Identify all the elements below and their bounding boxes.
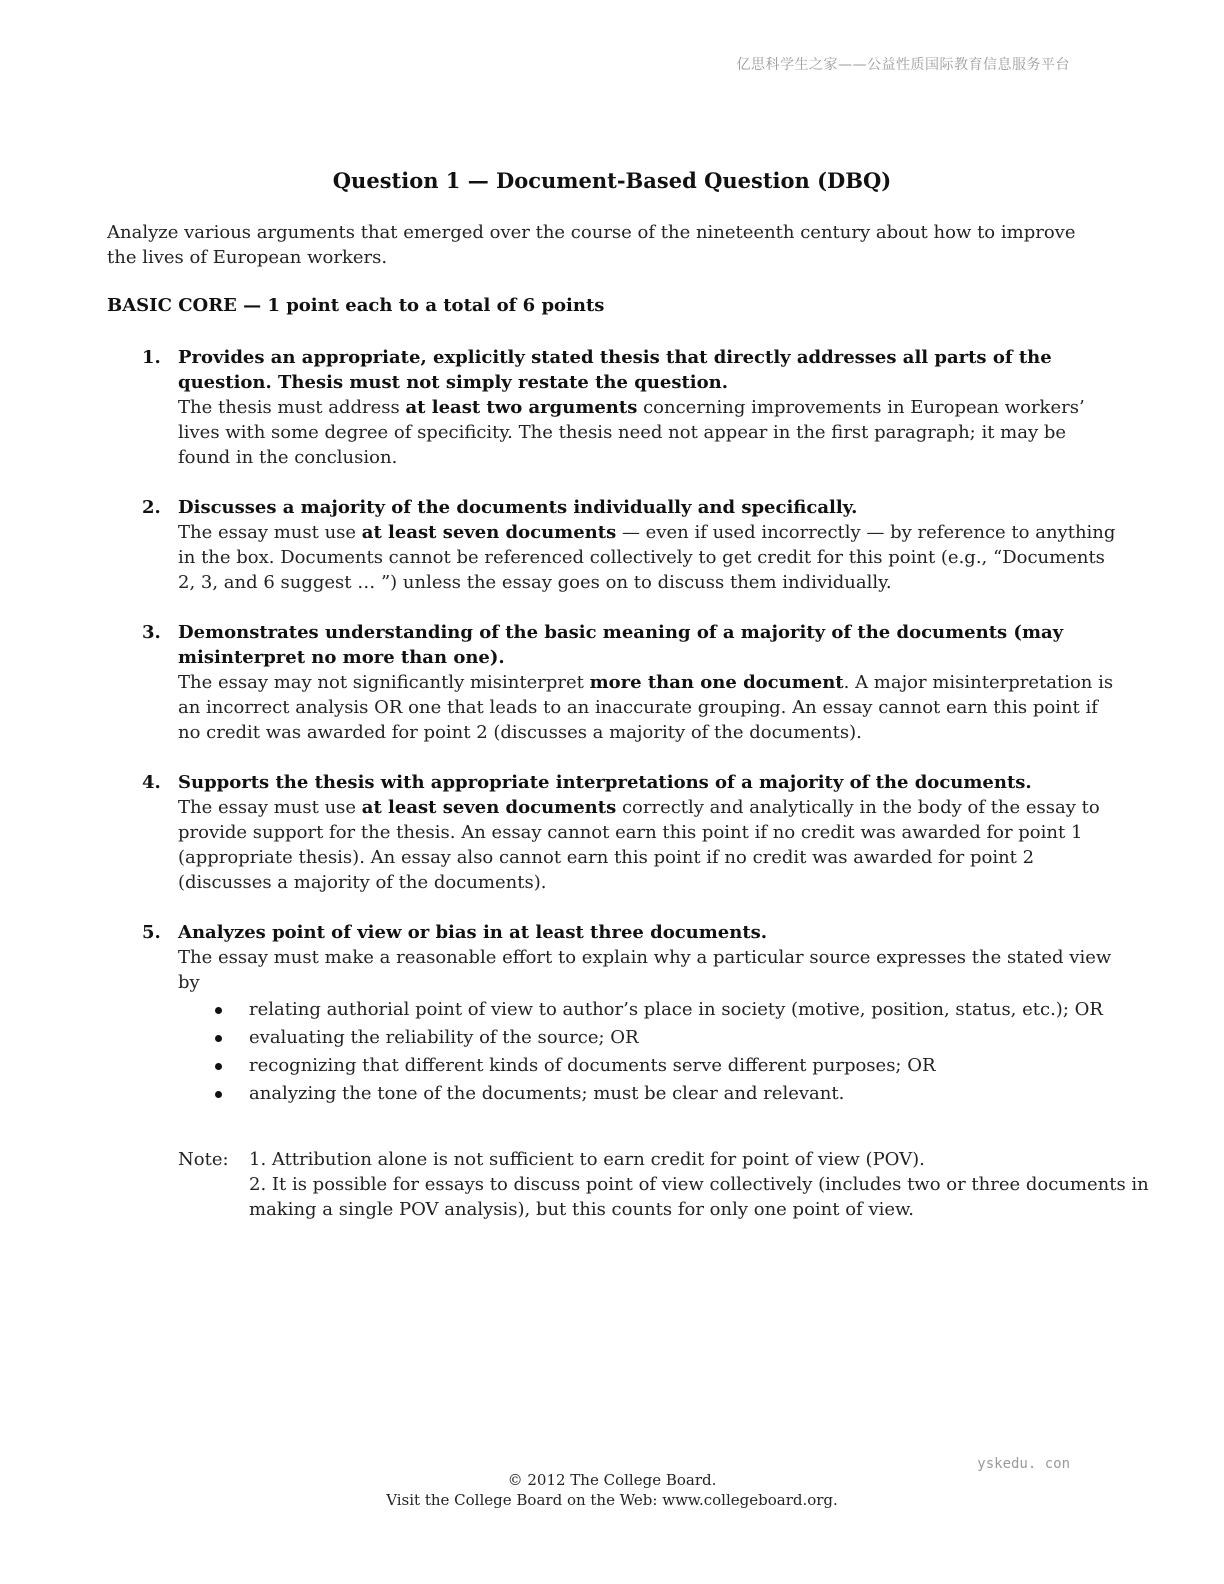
body-text: . A major misinterpretation is an incorrect analysis OR one that leads to an inaccurate grouping. An essay cannot earn this point if no credit was awarded for point 2 (discusses a majority of the documents). [178, 672, 1114, 743]
criterion-2 [107, 495, 1117, 595]
criterion-body [178, 670, 1117, 745]
question-prompt: Analyze various arguments that emerged over the course of the nineteenth century about how to improve the lives of European workers. [107, 222, 1076, 268]
list-item-text: recognizing that different kinds of documents serve different purposes; OR [249, 1055, 936, 1076]
criterion-body: The essay must make a reasonable effort to explain why a particular source expresses the stated view by [178, 947, 1112, 993]
list-item [178, 1081, 1117, 1106]
body-emphasis: more than one document [589, 672, 844, 693]
body-emphasis: at least seven documents [361, 797, 617, 818]
criterion-number: 2. [142, 497, 161, 518]
note-item: 1. Attribution alone is not sufficient to earn credit for point of view (POV). [249, 1149, 925, 1170]
criterion-number: 5. [142, 922, 161, 943]
body-emphasis: at least two arguments [405, 397, 638, 418]
body-emphasis: at least seven documents [361, 522, 617, 543]
page-title: Question 1 — Document-Based Question (DBQ) [332, 168, 892, 193]
criterion-1 [107, 345, 1117, 470]
list-item [178, 997, 1117, 1022]
list-item [178, 1025, 1117, 1050]
body-text: correctly and analytically in the body of the essay to provide support for the thesis. An essay cannot earn this point if no credit was awarded for point 1 (appropriate thesis). An essay also cannot earn this point if no credit was awarded for point 2 (discusses a majority of the documents). [178, 797, 1100, 893]
body-text: The essay must use [178, 797, 362, 818]
criterion-4 [107, 770, 1117, 895]
list-item-text: evaluating the reliability of the source; OR [249, 1027, 639, 1048]
criterion-number: 3. [142, 622, 161, 643]
criterion-body [178, 520, 1117, 595]
body-text: The essay may not significantly misinterpret [178, 672, 590, 693]
body-text: The essay must use [178, 522, 362, 543]
criterion-number: 1. [142, 347, 161, 368]
watermark-header: 亿思科学生之家——公益性质国际教育信息服务平台 [736, 57, 1070, 73]
list-item-text: analyzing the tone of the documents; must be clear and relevant. [249, 1083, 845, 1104]
list-item-text: relating authorial point of view to author’s place in society (motive, position, status, etc.); OR [249, 999, 1103, 1020]
criterion-5 [107, 920, 1117, 1106]
website-text: Visit the College Board on the Web: www.collegeboard.org. [386, 1491, 838, 1509]
criterion-number: 4. [142, 772, 161, 793]
bullet-icon [215, 1091, 222, 1098]
copyright-text: © 2012 The College Board. [507, 1471, 717, 1489]
scoring-criteria-list [107, 345, 1117, 1131]
watermark-footer: yskedu. con [977, 1456, 1070, 1472]
page-footer [0, 1470, 1224, 1510]
body-text: The thesis must address [178, 397, 406, 418]
note-label: Note: [178, 1149, 229, 1170]
pov-methods-list [178, 997, 1117, 1106]
criterion-heading: Discusses a majority of the documents individually and specifically. [178, 497, 858, 518]
bullet-icon [215, 1063, 222, 1070]
section-heading: BASIC CORE — 1 point each to a total of 6 points [107, 295, 605, 316]
list-item [178, 1053, 1117, 1078]
bullet-icon [215, 1007, 222, 1014]
criterion-heading: Provides an appropriate, explicitly stated thesis that directly addresses all parts of the question. Thesis must not simply restate the question. [178, 347, 1052, 393]
criterion-heading: Demonstrates understanding of the basic meaning of a majority of the documents (may misinterpret no more than one). [178, 622, 1064, 668]
bullet-icon [215, 1035, 222, 1042]
criterion-3 [107, 620, 1117, 745]
criterion-body [178, 795, 1117, 895]
body-text: concerning improvements in European workers’ lives with some degree of specificity. The thesis need not appear in the first paragraph; it may be found in the conclusion. [178, 397, 1085, 468]
criterion-body [178, 395, 1117, 470]
body-text: — even if used incorrectly — by reference to anything in the box. Documents cannot be referenced collectively to get credit for this point (e.g., “Documents 2, 3, and 6 suggest … ”) unless the essay goes on to discuss them individually. [178, 522, 1116, 593]
criterion-heading: Analyzes point of view or bias in at least three documents. [178, 922, 768, 943]
note-block [178, 1147, 1189, 1222]
criterion-heading: Supports the thesis with appropriate interpretations of a majority of the documents. [178, 772, 1032, 793]
note-item: 2. It is possible for essays to discuss point of view collectively (includes two or three documents in making a single POV analysis), but this counts for only one point of view. [249, 1174, 1149, 1220]
